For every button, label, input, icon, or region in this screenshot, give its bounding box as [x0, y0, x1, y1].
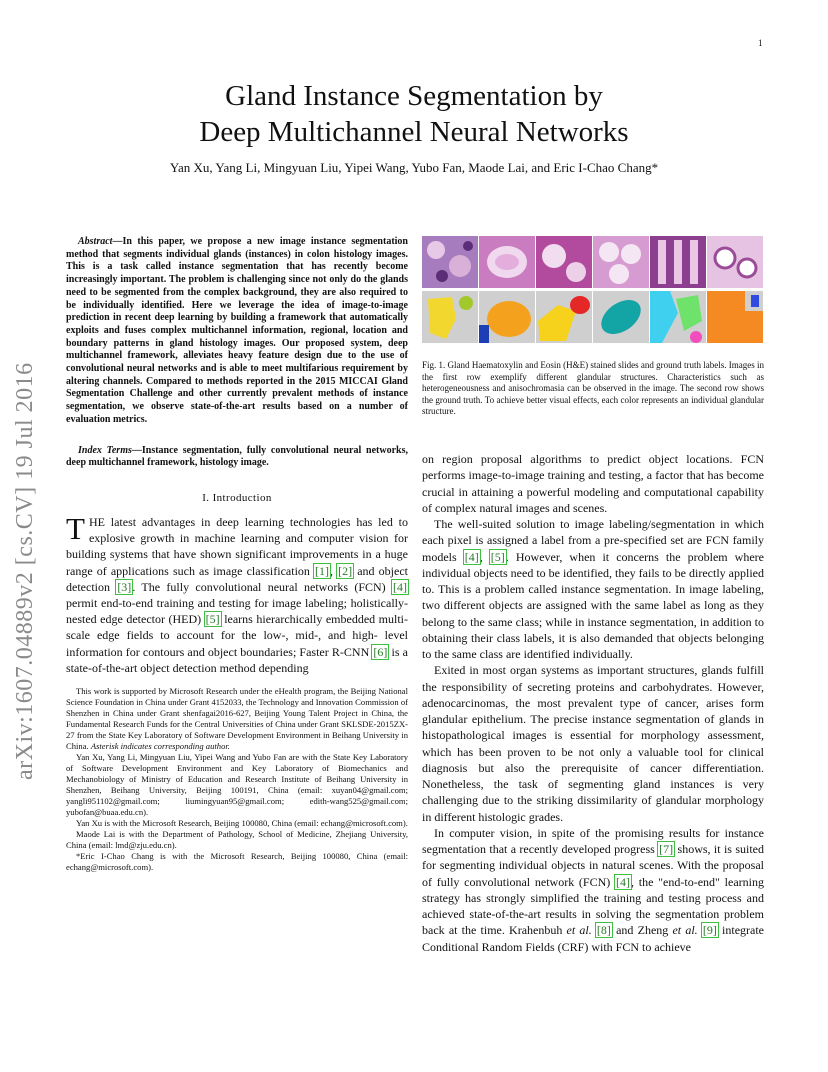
index-terms-label: Index Terms [78, 444, 132, 456]
paragraph-italic: et al. [566, 923, 592, 938]
citation-link[interactable]: [4] [464, 549, 479, 564]
footnote-affiliation-1: Yan Xu, Yang Li, Mingyuan Liu, Yipei Wang and Yubo Fan are with the State Key Laboratory of Software Development Environment and Key Laboratory of Biomechanics and Mechanobiology of Ministry of Education and Research Institute of Beihang University in Shenzhen, Beihang University, Beijing 100191, China (email: xuyan04@gmail.com; yangli951102@gmail.com; liumingyuan95@gmail.com; edith-wang525@gmail.com; yubofan@buaa.edu.cn). [66, 751, 408, 817]
footnotes [66, 686, 408, 873]
histology-image [422, 236, 478, 288]
section-heading-introduction: I. Introduction [202, 491, 272, 504]
paragraph-text: , [479, 549, 490, 564]
paragraph-glands: Exited in most organ systems as important structures, glands fulfill the responsibility of secreting proteins and carbohydrates. However, adenocarcinomas, the most prevalent type of cancer, arises form glandular epithelium. The precise instance segmentation of glands in histopathological images is essential for morphology assessment, which has been proven to be not only a valuable tool for clinical diagnosis but also the prerequisite of cancer differentiation. Nonetheless, the task of segmenting gland instances is very challenging due to the striking dissimilarity of glandular morphology in different histologic grades. [422, 663, 764, 824]
footnote-affiliation-4: *Eric I-Chao Chang is with the Microsoft Research, Beijing 100080, China (email: echang@microsoft.com). [66, 850, 408, 872]
citation-link[interactable]: [6] [373, 644, 388, 659]
citation-link[interactable]: [4] [616, 874, 631, 889]
ground-truth-image [422, 291, 478, 343]
citation-link[interactable]: [2] [338, 563, 353, 578]
figure-1 [422, 236, 762, 346]
citation-link[interactable]: [4] [393, 579, 407, 594]
abstract-label: Abstract [78, 236, 113, 247]
title-line-1: Gland Instance Segmentation by [225, 80, 603, 112]
citation-link[interactable]: [1] [315, 563, 330, 578]
paragraph-text: and Zheng [611, 923, 673, 938]
footnote-affiliation-3: Maode Lai is with the Department of Pathology, School of Medicine, Zhejiang University, China (email: lmd@zju.edu.cn). [66, 828, 408, 850]
right-column-text [422, 451, 764, 955]
paragraph-text: integrate Conditional Random Fields (CRF) with FCN to achieve [422, 923, 765, 954]
paragraph-computer-vision [422, 825, 764, 955]
ground-truth-image [650, 291, 706, 343]
citation-link[interactable]: [5] [490, 549, 505, 564]
page-number: 1 [758, 38, 763, 48]
ground-truth-image [593, 291, 649, 343]
ground-truth-image [479, 291, 535, 343]
index-terms-text: —Instance segmentation, fully convolutional neural networks, deep multichannel framework, histology image. [66, 444, 408, 469]
intro-text: is a state-of-the-art object detection method depending [66, 644, 408, 675]
citation-link[interactable]: [3] [117, 579, 132, 594]
intro-text: permit end-to-end training and testing for image labeling; holistically-nested edge detector (HED) [66, 595, 408, 627]
abstract [66, 236, 408, 427]
citation-link[interactable]: [5] [205, 612, 220, 627]
figure-caption: Fig. 1. Gland Haematoxylin and Eosin (H&E) stained slides and ground truth labels. Images in the first row exemplify different glandular structures. Characteristics such as heterogeneousness and anisochromasia can be observed in the image. The second row shows the ground truth. To achieve better visual effects, each color represents an individual glandular structure. [422, 360, 764, 416]
footnote-funding [66, 686, 408, 752]
histology-image [479, 236, 535, 288]
author-list: Yan Xu, Yang Li, Mingyuan Liu, Yipei Wang, Yubo Fan, Maode Lai, and Eric I-Chao Chang* [169, 160, 659, 175]
histology-image [650, 236, 706, 288]
right-column-figure [422, 236, 764, 418]
ground-truth-image [707, 291, 763, 343]
index-terms [66, 445, 408, 470]
intro-text: and object detection [66, 563, 408, 594]
ground-truth-image [536, 291, 592, 343]
intro-paragraph [66, 510, 408, 676]
paragraph-text: In computer vision, in spite of the promising results for instance segmentation that a recently developed progress [422, 825, 764, 856]
paragraph-text: , the "end-to-end" learning strategy has strongly simplified the training and testing process and achieved state-of-the-art results in solving the segmentation problem back at the time. Krahenbuh [422, 874, 764, 938]
intro-text: HE latest advantages in deep learning technologies has led to explosive growth in machine learning and computer vision for building systems that have shown significant improvements in a huge range of applications such as image classification [66, 514, 408, 578]
paper-title [100, 78, 728, 150]
paragraph-italic: et al. [672, 923, 698, 938]
intro-text: , [330, 563, 338, 578]
intro-text: learns hierarchically embedded multi-scale edge fields to account for the low-, mid-, and high- level information for contours and object boundaries; Faster R-CNN [66, 612, 408, 659]
paragraph-text: shows, it is suited for segmenting individual objects in natural scenes. With the proposal of fully convolutional network (FCN) [422, 842, 765, 889]
citation-link[interactable]: [8] [596, 923, 611, 938]
citation-link[interactable]: [7] [659, 842, 674, 856]
histology-image [707, 236, 763, 288]
abstract-text: —In this paper, we propose a new image instance segmentation method that segments individual glands (instances) in colon histology images. This is a task called instance segmentation that has recently become increasingly important. The problem is challenging since not only do the glands need to be segmented from the complex background, they are also required to be individually identified. Here we leverage the idea of image-to-image prediction in recent deep learning by building a framework that automatically exploits and fuses complex multichannel information, regional, location and boundary patterns in gland histology images. Our proposed system, deep multichannel framework, alleviates heavy feature design due to the use of convolutional neural networks and is able to meet multifarious requirement by altering channels. Compared to methods reported in the 2015 MICCAI Gland Segmentation Challenge and other currently prevalent methods of instance segmentation, we observe state-of-the-art results based on a number of evaluation metrics. [66, 236, 408, 425]
drop-cap: T [66, 510, 85, 546]
paragraph-text: The well-suited solution to image labeling/segmentation in which each pixel is assigned a label from a pre-specified set are FCN family models [422, 517, 764, 564]
arxiv-watermark: arXiv:1607.04889v2 [cs.CV] 19 Jul 2016 [12, 362, 38, 780]
footnote-text: This work is supported by Microsoft Research under the eHealth program, the Beijing National Science Foundation in China under Grant 4152033, the Technology and Innovation Commission of Shenzhen in China under Grant shenfagai2016-627, Beijing Young Talent Project in China, the Fundamental Research Funds for the Central Universities of China under Grant SKLSDE-2015ZX-27 from the State Key Laboratory of Software Development Environment in Beihang University in China. [66, 685, 409, 751]
histology-image [536, 236, 592, 288]
paragraph-fcn [422, 516, 764, 662]
intro-text: . The fully convolutional neural networks (FCN) [132, 579, 392, 594]
footnote-affiliation-2: Yan Xu is with the Microsoft Research, Beijing 100080, China (email: echang@microsoft.com). [76, 817, 408, 828]
paragraph-continued: on region proposal algorithms to predict object locations. FCN performs image-to-image training and testing, a factor that has become crucial in attaining a powerful modeling and computational capability of complex natural images and scenes. [422, 452, 764, 515]
citation-link[interactable]: [9] [702, 923, 717, 938]
title-line-2: Deep Multichannel Neural Networks [199, 116, 629, 148]
footnote-italic: Asterisk indicates corresponding author. [90, 740, 230, 751]
paragraph-text: . However, when it concerns the problem where individual objects need to be identified, they fails to be directly applied to. This is a problem called instance segmentation. In image labeling, two different objects are assigned with the same label as long as they belong to the same class; while in instance segmentation, in addition to obtaining their class labels, it is also demanded that objects belonging to the same class are identified individually. [422, 549, 764, 661]
left-column [66, 236, 408, 873]
histology-image [593, 236, 649, 288]
